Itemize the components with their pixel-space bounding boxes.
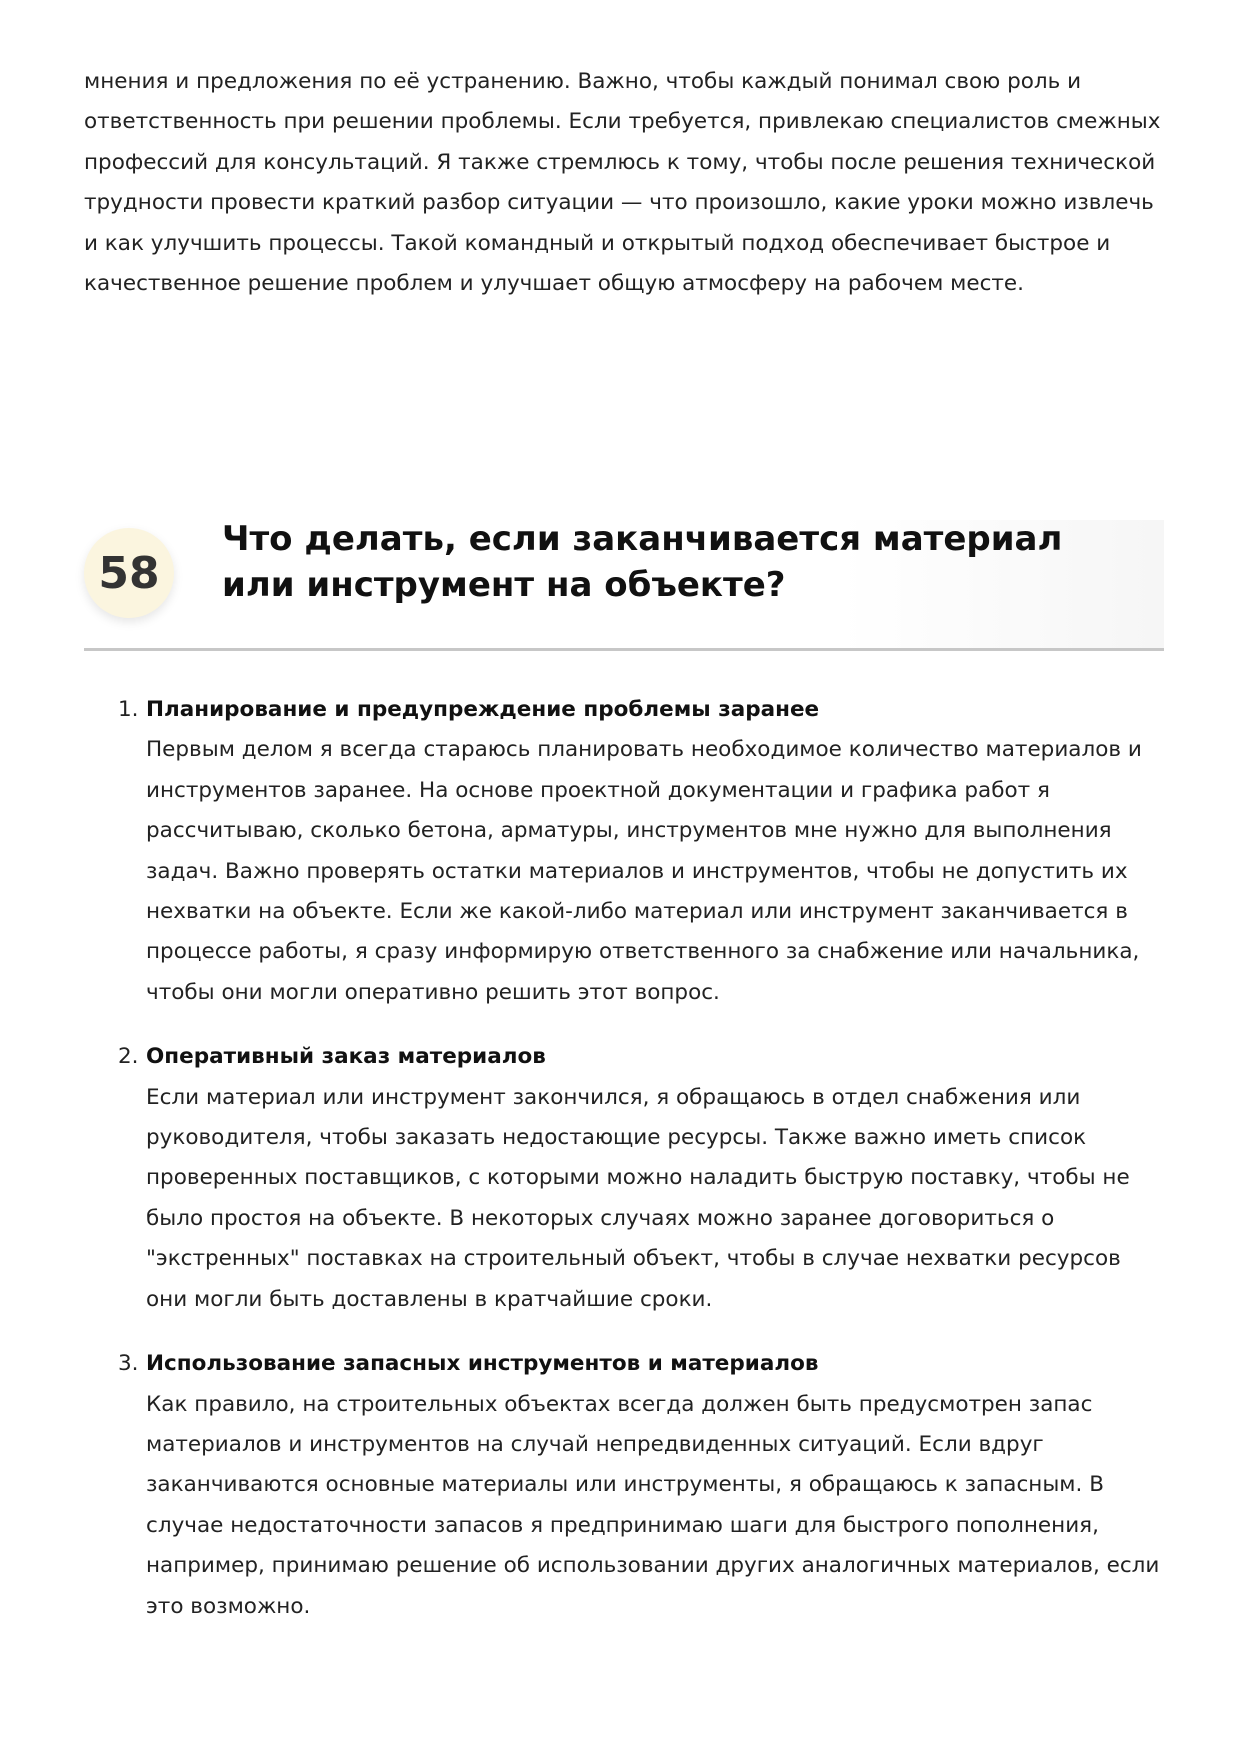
answer-item-3 <box>84 1344 1164 1627</box>
answer-number: 3. <box>118 1351 139 1377</box>
question-number-badge: 58 <box>84 528 174 618</box>
answer-title: Планирование и предупреждение проблемы заранее <box>146 697 820 722</box>
answer-list <box>84 690 1164 1651</box>
answer-item-2 <box>84 1037 1164 1320</box>
answer-text: Первым делом я всегда стараюсь планировать необходимое количество материалов и инструментов заранее. На основе проектной документации и графика работ я рассчитываю, сколько бетона, арматуры, инструментов мне нужно для выполнения задач. Важно проверять остатки материалов и инструментов, чтобы не допустить их нехватки на объекте. Если же какой-либо материал или инструмент заканчивается в процессе работы, я сразу информирую ответственного за снабжение или начальника, чтобы они могли оперативно решить этот вопрос. <box>146 737 1142 1005</box>
answer-text: Как правило, на строительных объектах всегда должен быть предусмотрен запас материалов и инструментов на случай непредвиденных ситуаций. Если вдруг заканчиваются основные материалы или инструменты, я обращаюсь к запасным. В случае недостаточности запасов я предпринимаю шаги для быстрого пополнения, например, принимаю решение об использовании других аналогичных материалов, если это возможно. <box>146 1391 1160 1619</box>
answer-number: 2. <box>118 1044 139 1070</box>
answer-number: 1. <box>118 697 139 722</box>
question-title: Что делать, если заканчивается материал или инструмент на объекте? <box>222 519 1063 605</box>
answer-text: Если материал или инструмент закончился, я обращаюсь в отдел снабжения или руководителя, чтобы заказать недостающие ресурсы. Также важно иметь список проверенных поставщиков, с которыми можно наладить быструю поставку, чтобы не было простоя на объекте. В некоторых случаях можно заранее договориться о "экстренных" поставках на строительный объект, чтобы в случае нехватки ресурсов они могли быть доставлены в кратчайшие сроки. <box>146 1084 1130 1312</box>
document-page <box>84 0 1164 1619</box>
question-header <box>84 520 1164 651</box>
intro-paragraph: мнения и предложения по её устранению. Важно, чтобы каждый понимал свою роль и ответственность при решении проблемы. Если требуется, привлекаю специалистов смежных профессий для консультаций. Я также стремлюсь к тому, чтобы после решения технической трудности провести краткий разбор ситуации — что произошло, какие уроки можно извлечь и как улучшить процессы. Такой командный и открытый подход обеспечивает быстрое и качественное решение проблем и улучшает общую атмосферу на рабочем месте. <box>84 69 1161 297</box>
answer-item-1 <box>84 690 1164 1013</box>
answer-title: Оперативный заказ материалов <box>146 1044 546 1070</box>
answer-title: Использование запасных инструментов и материалов <box>146 1351 819 1377</box>
